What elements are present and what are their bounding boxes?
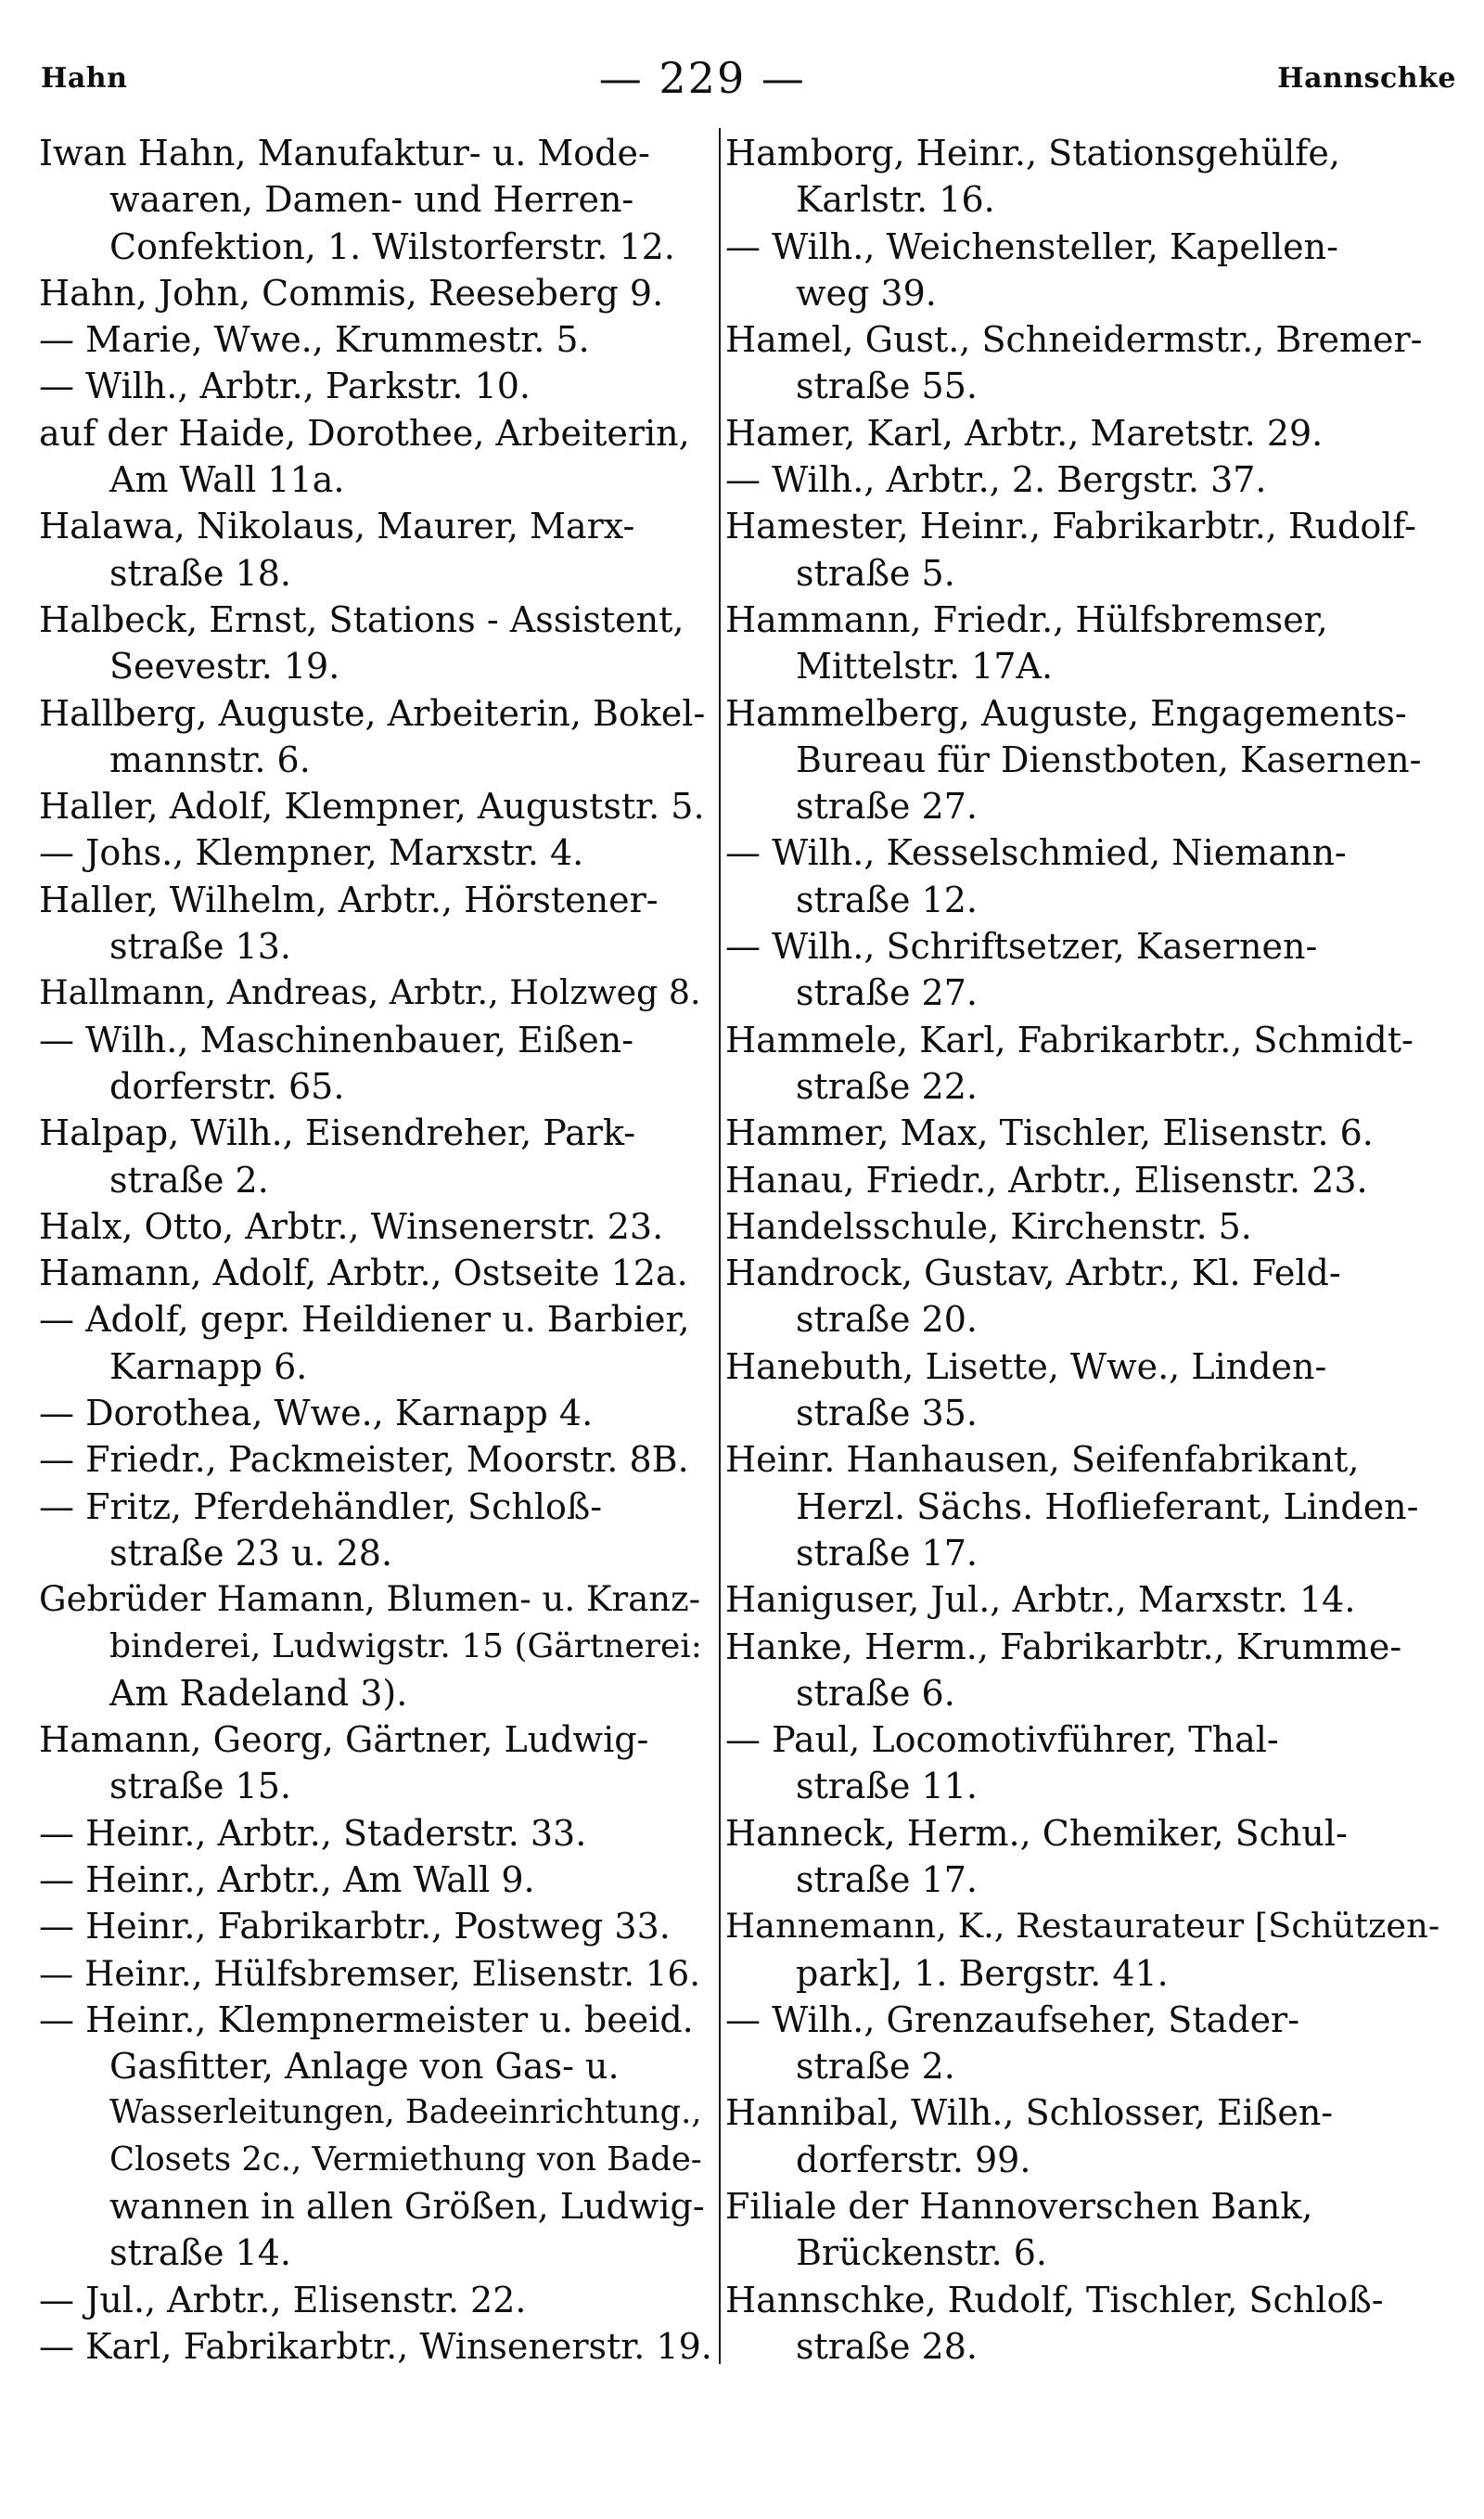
entry-first-line: — Wilh., Arbtr., 2. Bergstr. 37. <box>725 459 1267 501</box>
directory-entry <box>39 130 714 270</box>
entry-continuation-line: mannstr. 6. <box>109 739 311 780</box>
directory-entry <box>725 2183 1454 2277</box>
entry-first-line: Iwan Hahn, Manufaktur- u. Mode- <box>39 133 650 174</box>
entry-continuation-line: Seevestr. 19. <box>109 646 340 688</box>
directory-entry <box>39 316 714 363</box>
directory-entry <box>39 503 714 597</box>
left-column <box>39 130 714 2370</box>
directory-entry <box>39 1857 714 1903</box>
entry-first-line: Hamann, Adolf, Arbtr., Ostseite 12a. <box>39 1253 688 1294</box>
entry-continuation-line: Karnapp 6. <box>109 1345 308 1387</box>
entry-continuation-line: straße 17. <box>796 1858 978 1900</box>
directory-entry <box>725 503 1454 597</box>
directory-entry <box>725 1810 1454 1904</box>
directory-entry <box>725 2089 1454 2183</box>
directory-entry <box>39 970 714 1016</box>
directory-entry <box>725 923 1454 1017</box>
entry-first-line: Hammele, Karl, Fabrikarbtr., Schmidt- <box>725 1019 1414 1060</box>
entry-continuation-line: Closets 2c., Vermiethung von Bade- <box>109 2140 702 2178</box>
directory-entry <box>725 1250 1454 1343</box>
entry-first-line: Hamester, Heinr., Fabrikarbtr., Rudolf- <box>725 506 1416 547</box>
entry-first-line: — Marie, Wwe., Krummestr. 5. <box>39 319 590 361</box>
entry-first-line: Hamel, Gust., Schneidermstr., Bremer- <box>725 319 1423 361</box>
entry-first-line: — Friedr., Packmeister, Moorstr. 8B. <box>39 1439 689 1481</box>
entry-continuation-line: wannen in allen Größen, Ludwig- <box>109 2186 705 2228</box>
entry-first-line: — Heinr., Hülfsbremser, Elisenstr. 16. <box>39 1952 701 1994</box>
directory-entry <box>725 597 1454 690</box>
entry-first-line: — Wilh., Arbtr., Parkstr. 10. <box>39 366 531 407</box>
directory-entry <box>725 456 1454 503</box>
directory-entry <box>725 829 1454 923</box>
entry-first-line: Hanau, Friedr., Arbtr., Elisenstr. 23. <box>725 1159 1368 1201</box>
directory-entry <box>39 597 714 690</box>
entry-continuation-line: straße 12. <box>796 879 978 920</box>
directory-entry <box>39 1296 714 1390</box>
entry-continuation-line: straße 6. <box>796 1672 955 1714</box>
entry-continuation-line: binderei, Ludwigstr. 15 (Gärtnerei: <box>109 1626 702 1665</box>
entry-continuation-line: straße 18. <box>109 552 291 594</box>
directory-entry <box>725 224 1454 317</box>
entry-continuation-line: straße 27. <box>796 786 978 828</box>
entry-first-line: Hamborg, Heinr., Stationsgehülfe, <box>725 133 1340 174</box>
entry-continuation-line: straße 55. <box>796 366 978 407</box>
entry-first-line: — Heinr., Klempnermeister u. beeid. <box>39 1998 694 2040</box>
directory-entry <box>39 1250 714 1296</box>
entry-first-line: Hanke, Herm., Fabrikarbtr., Krumme- <box>725 1626 1402 1667</box>
entry-first-line: — Karl, Fabrikarbtr., Winsenerstr. 19. <box>39 2325 712 2367</box>
directory-entry <box>39 877 714 970</box>
entry-first-line: — Wilh., Maschinenbauer, Eißen- <box>39 1019 634 1060</box>
directory-entry <box>725 2277 1454 2371</box>
entry-first-line: Hamer, Karl, Arbtr., Maretstr. 29. <box>725 412 1324 454</box>
entry-continuation-line: dorferstr. 99. <box>796 2139 1031 2180</box>
directory-entry <box>725 1997 1454 2090</box>
page-header <box>41 41 1456 115</box>
directory-entry <box>39 410 714 504</box>
entry-continuation-line: straße 14. <box>109 2232 291 2274</box>
directory-entry <box>725 1624 1454 1717</box>
entry-first-line: Halawa, Nikolaus, Maurer, Marx- <box>39 506 635 547</box>
directory-entry <box>725 690 1454 830</box>
header-left-keyword: Hahn <box>41 61 128 95</box>
entry-first-line: Handrock, Gustav, Arbtr., Kl. Feld- <box>725 1253 1341 1294</box>
entry-continuation-line: Herzl. Sächs. Hoflieferant, Linden- <box>796 1485 1419 1527</box>
entry-continuation-line: Am Radeland 3). <box>109 1672 408 1714</box>
entry-first-line: Hanebuth, Lisette, Wwe., Linden- <box>725 1345 1327 1387</box>
entry-continuation-line: Gasfitter, Anlage von Gas- u. <box>109 2046 620 2088</box>
directory-entry <box>39 1576 714 1716</box>
directory-entry <box>39 2323 714 2370</box>
directory-entry <box>39 1203 714 1250</box>
entry-continuation-line: Am Wall 11a. <box>109 459 345 501</box>
directory-entry <box>725 130 1454 224</box>
entry-first-line: Haller, Adolf, Klempner, Auguststr. 5. <box>39 786 705 828</box>
entry-first-line: — Fritz, Pferdehändler, Schloß- <box>39 1485 603 1527</box>
entry-first-line: — Paul, Locomotivführer, Thal- <box>725 1719 1279 1761</box>
directory-entry <box>725 1436 1454 1576</box>
directory-entry <box>39 1716 714 1810</box>
entry-continuation-line: straße 17. <box>796 1532 978 1574</box>
entry-first-line: Hahn, John, Commis, Reeseberg 9. <box>39 272 664 314</box>
entry-continuation-line: straße 22. <box>796 1065 978 1107</box>
entry-first-line: Filiale der Hannoverschen Bank, <box>725 2186 1313 2228</box>
entry-continuation-line: straße 15. <box>109 1766 291 1807</box>
directory-entry <box>39 829 714 876</box>
entry-first-line: — Heinr., Fabrikarbtr., Postweg 33. <box>39 1906 671 1947</box>
directory-entry <box>39 1110 714 1203</box>
entry-first-line: Hallberg, Auguste, Arbeiterin, Bokel- <box>39 692 706 734</box>
directory-entry <box>39 783 714 829</box>
column-divider <box>719 128 721 2364</box>
entry-first-line: — Wilh., Schriftsetzer, Kasernen- <box>725 926 1318 968</box>
directory-entry <box>725 1203 1454 1250</box>
entry-continuation-line: weg 39. <box>796 272 937 314</box>
directory-entry <box>725 1157 1454 1203</box>
directory-entry <box>725 1343 1454 1437</box>
entry-continuation-line: straße 35. <box>796 1393 978 1434</box>
directory-entry <box>725 1576 1454 1623</box>
directory-entry <box>39 1390 714 1436</box>
header-right-keyword: Hannschke <box>1277 61 1456 95</box>
directory-entry <box>725 1017 1454 1111</box>
entry-first-line: — Johs., Klempner, Marxstr. 4. <box>39 832 584 874</box>
entry-first-line: — Heinr., Arbtr., Am Wall 9. <box>39 1858 535 1900</box>
entry-first-line: auf der Haide, Dorothee, Arbeiterin, <box>39 412 690 454</box>
entry-continuation-line: Confektion, 1. Wilstorferstr. 12. <box>109 225 675 267</box>
entry-continuation-line: straße 2. <box>796 2046 955 2088</box>
entry-first-line: — Wilh., Weichensteller, Kapellen- <box>725 225 1338 267</box>
entry-first-line: Haniguser, Jul., Arbtr., Marxstr. 14. <box>725 1579 1356 1621</box>
entry-continuation-line: straße 2. <box>109 1159 269 1201</box>
entry-first-line: — Wilh., Grenzaufseher, Stader- <box>725 1998 1300 2040</box>
directory-entry <box>725 1903 1454 1997</box>
directory-entry <box>725 1716 1454 1810</box>
entry-continuation-line: Wasserleitungen, Badeeinrichtung., <box>109 2093 702 2132</box>
entry-first-line: Hannibal, Wilh., Schlosser, Eißen- <box>725 2092 1334 2134</box>
entry-first-line: — Jul., Arbtr., Elisenstr. 22. <box>39 2279 527 2320</box>
entry-first-line: Haller, Wilhelm, Arbtr., Hörstener- <box>39 879 659 920</box>
entry-continuation-line: straße 27. <box>796 972 978 1014</box>
entry-first-line: Gebrüder Hamann, Blumen- u. Kranz- <box>39 1579 701 1620</box>
entry-continuation-line: waaren, Damen- und Herren- <box>109 179 634 221</box>
entry-first-line: Handelsschule, Kirchenstr. 5. <box>725 1205 1252 1247</box>
entry-continuation-line: Bureau für Dienstboten, Kasernen- <box>796 739 1422 780</box>
entry-first-line: Hamann, Georg, Gärtner, Ludwig- <box>39 1719 649 1761</box>
page-number: — 229 — <box>598 53 806 103</box>
entry-first-line: Halbeck, Ernst, Stations - Assistent, <box>39 598 684 640</box>
directory-entry <box>39 2277 714 2323</box>
entry-first-line: Hannschke, Rudolf, Tischler, Schloß- <box>725 2279 1384 2320</box>
entry-first-line: — Wilh., Kesselschmied, Niemann- <box>725 832 1347 874</box>
directory-entry <box>39 270 714 316</box>
entry-first-line: — Adolf, gepr. Heildiener u. Barbier, <box>39 1299 690 1341</box>
entry-first-line: — Dorothea, Wwe., Karnapp 4. <box>39 1393 594 1434</box>
entry-continuation-line: straße 23 u. 28. <box>109 1532 393 1574</box>
entry-continuation-line: Karlstr. 16. <box>796 179 995 221</box>
entry-first-line: Hammann, Friedr., Hülfsbremser, <box>725 598 1328 640</box>
directory-entry <box>39 1950 714 1997</box>
entry-continuation-line: Mittelstr. 17A. <box>796 646 1054 688</box>
entry-first-line: Hallmann, Andreas, Arbtr., Holzweg 8. <box>39 972 701 1013</box>
entry-first-line: Hannemann, K., Restaurateur [Schützen- <box>725 1906 1440 1947</box>
directory-entry <box>725 410 1454 456</box>
directory-entry <box>39 363 714 409</box>
directory-entry <box>39 1017 714 1111</box>
entry-first-line: Halpap, Wilh., Eisendreher, Park- <box>39 1112 636 1154</box>
entry-continuation-line: straße 13. <box>109 926 291 968</box>
directory-entry <box>39 690 714 784</box>
directory-entry <box>39 1436 714 1483</box>
entry-continuation-line: dorferstr. 65. <box>109 1065 345 1107</box>
entry-first-line: Hammelberg, Auguste, Engagements- <box>725 692 1407 734</box>
entry-first-line: Hammer, Max, Tischler, Elisenstr. 6. <box>725 1112 1374 1154</box>
entry-continuation-line: straße 28. <box>796 2325 978 2367</box>
entry-first-line: — Heinr., Arbtr., Staderstr. 33. <box>39 1812 587 1854</box>
directory-entry <box>39 1997 714 2277</box>
right-column <box>725 130 1454 2370</box>
directory-entry <box>39 1484 714 1577</box>
entry-continuation-line: park], 1. Bergstr. 41. <box>796 1952 1169 1994</box>
entry-continuation-line: Brückenstr. 6. <box>796 2232 1048 2274</box>
entry-continuation-line: straße 11. <box>796 1766 978 1807</box>
directory-entry <box>39 1903 714 1949</box>
directory-entry <box>725 1110 1454 1156</box>
directory-entry <box>725 316 1454 410</box>
directory-entry <box>39 1810 714 1857</box>
entry-first-line: Hanneck, Herm., Chemiker, Schul- <box>725 1812 1348 1854</box>
entry-first-line: Halx, Otto, Arbtr., Winsenerstr. 23. <box>39 1205 664 1247</box>
entry-continuation-line: straße 5. <box>796 552 955 594</box>
entry-continuation-line: straße 20. <box>796 1299 978 1341</box>
entry-first-line: Heinr. Hanhausen, Seifenfabrikant, <box>725 1439 1360 1481</box>
